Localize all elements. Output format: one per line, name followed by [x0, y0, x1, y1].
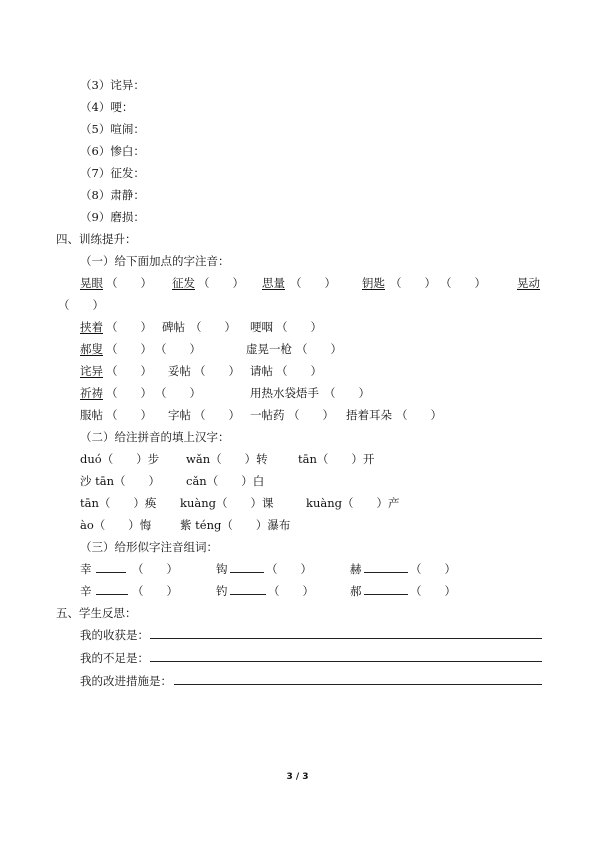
pinyin-row — [0, 382, 595, 404]
fill-line[interactable] — [364, 558, 408, 580]
reflection-line[interactable] — [150, 647, 542, 669]
answer-blank[interactable]: （ ） — [410, 584, 456, 598]
similar-char: 幸 — [80, 562, 92, 576]
answer-blank[interactable]: （ ） — [440, 276, 486, 290]
pinyin-item[interactable]: tān（ ）开 — [298, 452, 375, 466]
answer-blank[interactable]: （ ） — [190, 320, 236, 334]
reflection-label: 我的收获是： — [80, 628, 149, 642]
pinyin-row — [0, 272, 595, 294]
pinyin-item[interactable]: 沙 tān（ ） — [80, 474, 161, 488]
target-word: 征发 — [172, 276, 195, 290]
target-word: 思量 — [262, 276, 285, 290]
reflection-label: 我的不足是： — [80, 651, 149, 665]
similar-char: 郝 — [350, 584, 362, 598]
pinyin-row — [0, 404, 595, 426]
target-word: 哽咽 — [250, 320, 273, 334]
similar-char: 钓 — [216, 584, 228, 598]
vocab-item: （8）肃静： — [80, 188, 145, 202]
vocab-item: （4）哽： — [80, 100, 134, 114]
target-word: 挟着 — [80, 320, 103, 334]
answer-blank[interactable]: （ ） — [198, 276, 244, 290]
pinyin-row-continued — [0, 294, 595, 316]
answer-blank[interactable]: （ ） — [266, 562, 312, 576]
target-word: 虚晃一枪 — [246, 342, 292, 356]
reflection-row — [0, 647, 595, 669]
answer-blank[interactable]: （ ） — [288, 408, 334, 422]
reflection-row — [0, 670, 595, 692]
similar-char: 赫 — [350, 562, 362, 576]
answer-blank[interactable]: （ ） — [290, 276, 336, 290]
answer-blank[interactable]: （ ） — [194, 364, 240, 378]
similar-char: 钩 — [216, 562, 228, 576]
answer-blank[interactable]: （ ） — [106, 276, 152, 290]
target-word: 捂着耳朵 — [346, 408, 392, 422]
pinyin-item[interactable]: ào（ ）悔 — [80, 518, 152, 532]
answer-blank[interactable]: （ ） — [396, 408, 442, 422]
vocab-item: （9）磨损： — [80, 210, 145, 224]
vocab-item: （5）喧闹： — [80, 122, 145, 136]
similar-char-row — [0, 580, 595, 602]
target-word: 字帖 — [168, 408, 191, 422]
pinyin-row — [0, 316, 595, 338]
answer-blank[interactable]: （ ） — [324, 386, 370, 400]
fill-line[interactable] — [96, 580, 128, 602]
part1-heading: （一）给下面加点的字注音： — [80, 254, 230, 268]
answer-blank[interactable]: （ ） — [58, 298, 104, 312]
answer-blank[interactable]: （ ） — [106, 386, 152, 400]
target-word: 妥帖 — [168, 364, 191, 378]
fill-line[interactable] — [96, 558, 126, 580]
hanzi-row — [0, 514, 595, 536]
answer-blank[interactable]: （ ） — [276, 320, 322, 334]
answer-blank[interactable]: （ ） — [132, 562, 178, 576]
target-word: 钥匙 — [362, 276, 385, 290]
target-word: 碑帖 — [162, 320, 185, 334]
section4-heading: 四、训练提升： — [56, 232, 137, 246]
target-word: 晃眼 — [80, 276, 103, 290]
target-word: 祈祷 — [80, 386, 103, 400]
fill-line[interactable] — [230, 580, 266, 602]
similar-char-row — [0, 558, 595, 580]
vocab-item: （3）诧异： — [80, 78, 145, 92]
target-word: 服帖 — [80, 408, 103, 422]
pinyin-item[interactable]: duó（ ）步 — [80, 452, 160, 466]
answer-blank[interactable]: （ ） — [132, 584, 178, 598]
pinyin-row — [0, 360, 595, 382]
pinyin-item[interactable]: cǎn（ ）白 — [186, 474, 265, 488]
answer-blank[interactable]: （ ） — [106, 342, 152, 356]
answer-blank[interactable]: （ ） — [155, 386, 201, 400]
reflection-row — [0, 624, 595, 646]
answer-blank[interactable]: （ ） — [106, 364, 152, 378]
target-word: 用热水袋焐手 — [250, 386, 319, 400]
pinyin-item[interactable]: 紫 téng（ ）瀑布 — [180, 518, 291, 532]
pinyin-item[interactable]: kuàng（ ）课 — [180, 496, 274, 510]
fill-line[interactable] — [230, 558, 264, 580]
hanzi-row — [0, 492, 595, 514]
fill-line[interactable] — [364, 580, 408, 602]
pinyin-item[interactable]: wǎn（ ）转 — [186, 452, 268, 466]
similar-char: 辛 — [80, 584, 92, 598]
page-number: 3 / 3 — [286, 772, 309, 782]
hanzi-row — [0, 448, 595, 470]
part2-heading: （二）给注拼音的填上汉字： — [80, 430, 230, 444]
target-word: 晃动 — [517, 276, 540, 290]
answer-blank[interactable]: （ ） — [106, 408, 152, 422]
hanzi-row — [0, 470, 595, 492]
answer-blank[interactable]: （ ） — [155, 342, 201, 356]
vocab-item: （6）惨白： — [80, 144, 145, 158]
reflection-line[interactable] — [174, 670, 542, 692]
answer-blank[interactable]: （ ） — [390, 276, 436, 290]
vocab-item: （7）征发： — [80, 166, 145, 180]
answer-blank[interactable]: （ ） — [296, 342, 342, 356]
answer-blank[interactable]: （ ） — [106, 320, 152, 334]
answer-blank[interactable]: （ ） — [194, 408, 240, 422]
answer-blank[interactable]: （ ） — [276, 364, 322, 378]
section5-heading: 五、学生反思： — [56, 606, 137, 620]
pinyin-item[interactable]: tān（ ）痪 — [80, 496, 157, 510]
reflection-line[interactable] — [150, 624, 542, 646]
part3-heading: （三）给形似字注音组词： — [80, 540, 218, 554]
pinyin-row — [0, 338, 595, 360]
answer-blank[interactable]: （ ） — [410, 562, 456, 576]
target-word: 请帖 — [250, 364, 273, 378]
target-word: 郝叟 — [80, 342, 103, 356]
reflection-label: 我的改进措施是： — [80, 674, 172, 688]
target-word: 诧异 — [80, 364, 103, 378]
target-word: 一帖药 — [250, 408, 285, 422]
answer-blank[interactable]: （ ） — [268, 584, 314, 598]
pinyin-item[interactable]: kuàng（ ）产 — [306, 496, 400, 510]
